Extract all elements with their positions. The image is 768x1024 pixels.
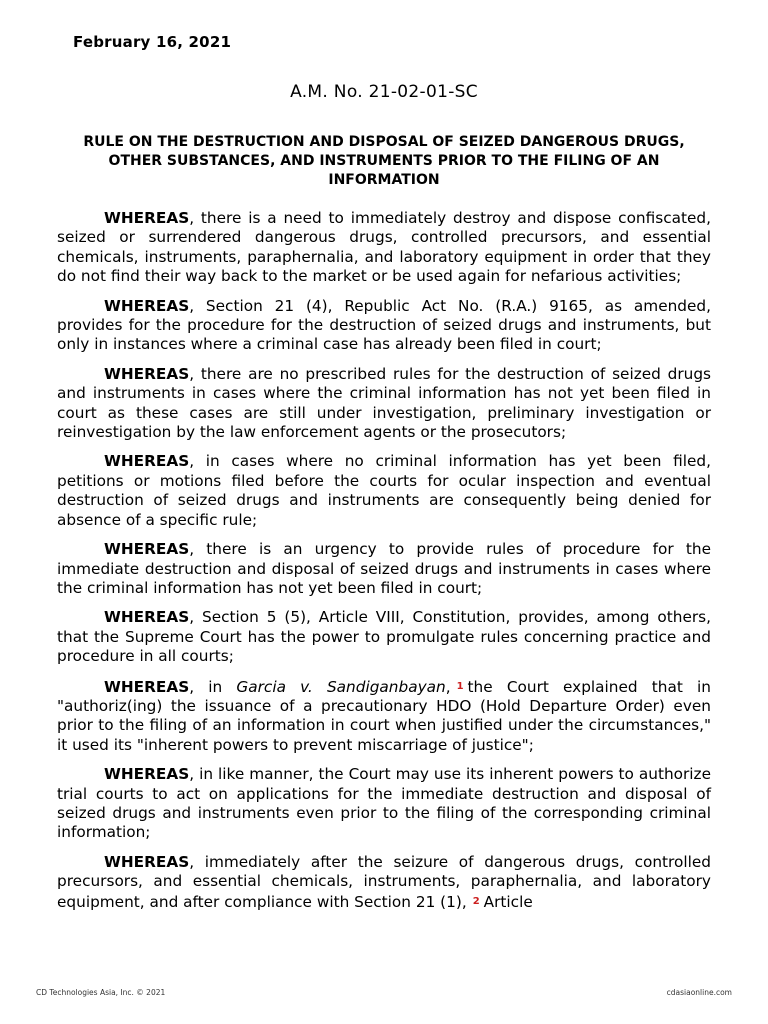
- paragraph-text-tail: Article: [483, 892, 533, 911]
- footer-copyright: CD Technologies Asia, Inc. © 2021: [36, 988, 166, 997]
- whereas-paragraph-6: [57, 608, 711, 666]
- document-number: A.M. No. 21-02-01-SC: [290, 82, 478, 102]
- whereas-paragraph-2: [57, 297, 711, 355]
- paragraph-text: , there is a need to immediately destroy and dispose confiscated, seized or surrendered dangerous drugs, controlled precursors, and essential chemicals, instruments, paraphernalia, and laboratory equipment in order that they do not find their way back to the market or be used again for nefarious activities;: [57, 209, 711, 286]
- paragraph-text: , in cases where no criminal information has yet been filed, petitions or motions filed before the courts for ocular inspection and eventual destruction of seized drugs and instruments are consequently being denied for absence of a specific rule;: [57, 452, 711, 529]
- paragraph-text-pre: , in: [189, 677, 237, 696]
- paragraph-text: the Court explained that in "authoriz(ing) the issuance of a precautionary HDO (Hold Departure Order) even prior to the filing of an information in court when justified under the circumstances," it used its "inherent powers to prevent miscarriage of justice";: [57, 677, 711, 754]
- whereas-paragraph-9: [57, 853, 711, 912]
- citation-comma: ,: [445, 677, 451, 696]
- whereas-paragraph-3: [57, 365, 711, 443]
- whereas-lead: WHEREAS: [104, 765, 190, 784]
- paragraph-text: , there is an urgency to provide rules of procedure for the immediate destruction and disposal of seized drugs and instruments in cases where the criminal information has not yet been filed in court;: [57, 540, 711, 597]
- footnote-link-2[interactable]: 2: [472, 895, 480, 907]
- whereas-paragraph-5: [57, 540, 711, 598]
- footer-site: cdasiaonline.com: [666, 988, 732, 997]
- whereas-lead: WHEREAS: [104, 452, 190, 471]
- whereas-paragraph-7: [57, 677, 711, 756]
- whereas-paragraph-4: [57, 452, 711, 530]
- document-title: RULE ON THE DESTRUCTION AND DISPOSAL OF SEIZED DANGEROUS DRUGS, OTHER SUBSTANCES, AND INSTRUMENTS PRIOR TO THE FILING OF AN INFORMATION: [83, 134, 685, 188]
- whereas-lead: WHEREAS: [104, 209, 190, 227]
- document-date: February 16, 2021: [73, 33, 232, 51]
- paragraph-text: , Section 5 (5), Article VIII, Constitution, provides, among others, that the Supreme Court has the power to promulgate rules concerning practice and procedure in all courts;: [57, 608, 711, 666]
- whereas-lead: WHEREAS: [104, 608, 190, 627]
- case-citation: Garcia v. Sandiganbayan: [236, 677, 446, 696]
- whereas-lead: WHEREAS: [104, 540, 190, 559]
- paragraph-text: , there are no prescribed rules for the destruction of seized drugs and instruments in cases where the criminal information has not yet been filed in court as these cases are still under investigation, preliminary investigation or reinvestigation by the law enforcement agents or the prosecutors;: [57, 364, 711, 442]
- whereas-paragraph-1: [57, 209, 711, 287]
- whereas-paragraph-8: [57, 765, 711, 843]
- document-body: [57, 209, 711, 922]
- whereas-lead: WHEREAS: [104, 364, 190, 383]
- paragraph-text: , in like manner, the Court may use its inherent powers to authorize trial courts to act on applications for the immediate destruction and disposal of seized drugs and instruments even prior to the filing of the corresponding criminal information;: [57, 765, 711, 842]
- whereas-lead: WHEREAS: [104, 852, 190, 871]
- paragraph-text: , Section 21 (4), Republic Act No. (R.A.) 9165, as amended, provides for the procedure for the destruction of seized drugs and instruments, but only in instances where a criminal case has already been filed in court;: [57, 296, 711, 354]
- whereas-lead: WHEREAS: [104, 296, 190, 315]
- whereas-lead: WHEREAS: [104, 677, 190, 696]
- footnote-link-1[interactable]: 1: [456, 680, 464, 692]
- paragraph-text: , immediately after the seizure of dangerous drugs, controlled precursors, and essential chemicals, instruments, paraphernalia, and laboratory equipment, and after compliance with Section 21 (1),: [57, 852, 711, 911]
